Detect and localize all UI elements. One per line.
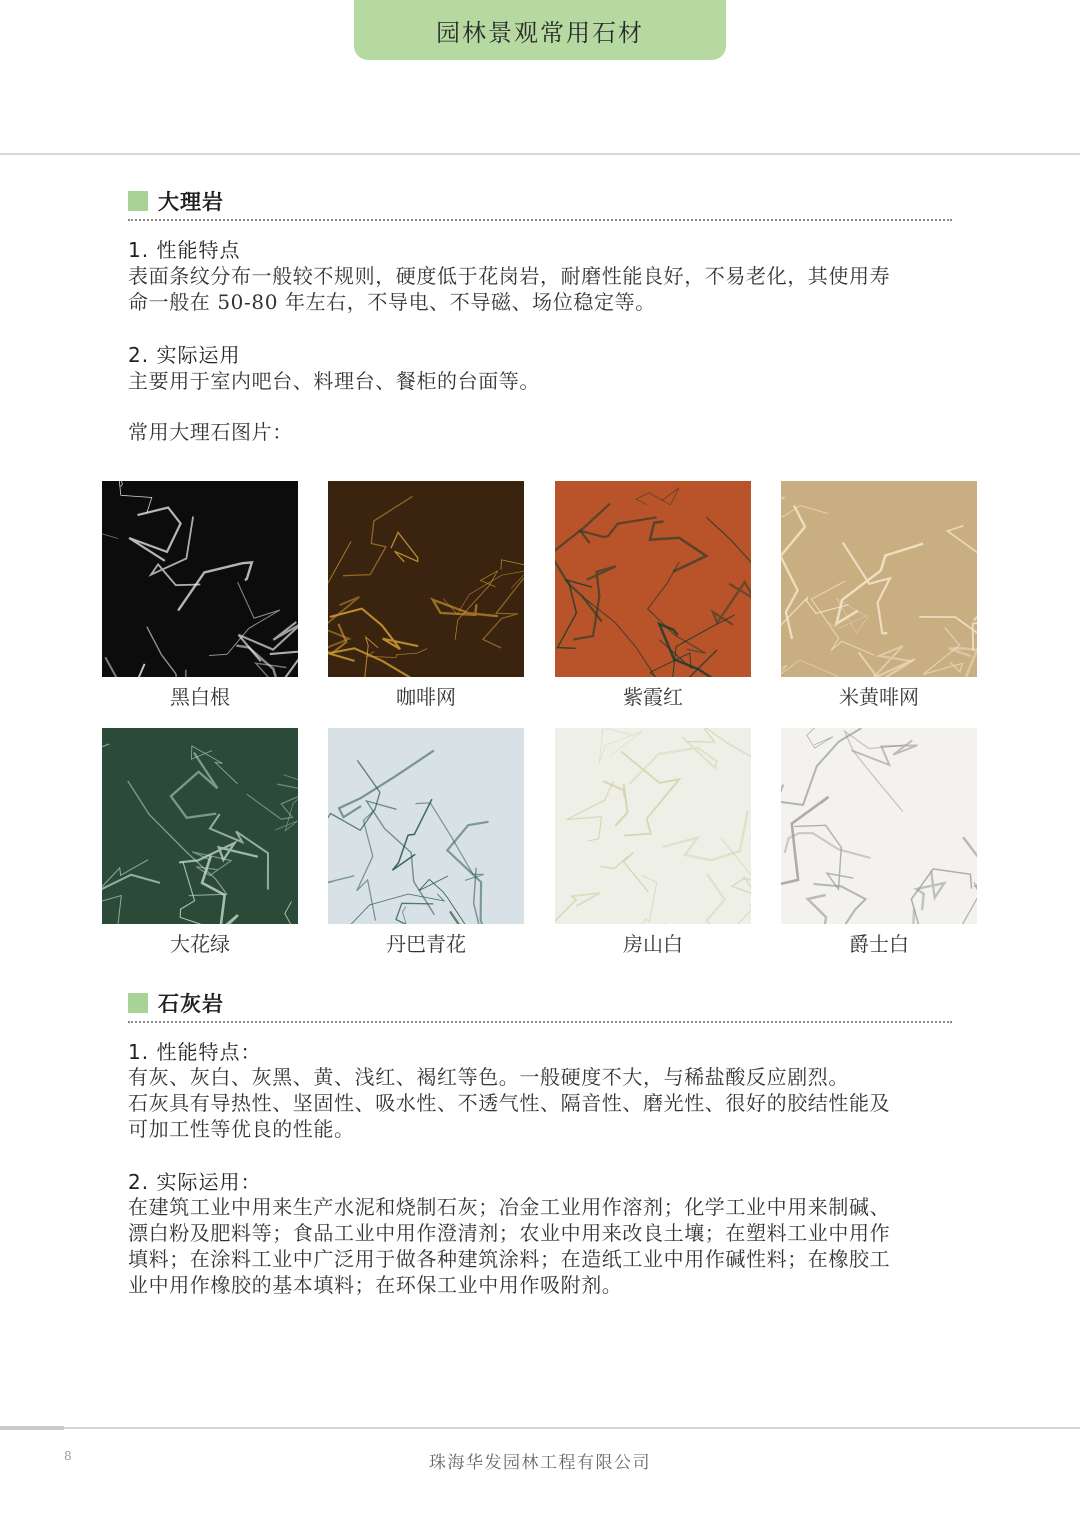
limestone-use-text xyxy=(128,1194,958,1298)
marble-perf-heading: 1. 性能特点 xyxy=(128,238,241,262)
stone-image-7 xyxy=(781,728,977,924)
stone-texture xyxy=(102,481,298,677)
limestone-use-line-3: 填料；在涂料工业中广泛用于做各种建筑涂料；在造纸工业中用作碱性料；在橡胶工 xyxy=(128,1247,891,1271)
stone-image-0 xyxy=(102,481,298,677)
limestone-use-line-4: 业中用作橡胶的基本填料；在环保工业中用作吸附剂。 xyxy=(128,1273,623,1297)
limestone-section-heading xyxy=(128,988,224,1018)
limestone-perf-heading: 1. 性能特点： xyxy=(128,1040,262,1064)
stone-caption: 黑白根 xyxy=(170,685,230,709)
marble-perf-line-1: 表面条纹分布一般较不规则，硬度低于花岗岩，耐磨性能良好，不易老化，其使用寿 xyxy=(128,264,891,288)
marble-use-heading: 2. 实际运用 xyxy=(128,343,241,367)
marble-dotted-divider xyxy=(128,219,952,221)
stone-caption: 房山白 xyxy=(623,932,683,956)
stone-texture xyxy=(781,728,977,924)
stone-image-6 xyxy=(555,728,751,924)
footer-divider-accent xyxy=(0,1426,64,1430)
stone-image-3 xyxy=(781,481,977,677)
stone-texture xyxy=(555,481,751,677)
stone-image-5 xyxy=(328,728,524,924)
stone-caption: 紫霞红 xyxy=(623,685,683,709)
marble-use-line: 主要用于室内吧台、料理台、餐柜的台面等。 xyxy=(128,369,540,393)
limestone-dotted-divider xyxy=(128,1021,952,1023)
stone-image-1 xyxy=(328,481,524,677)
section-marker-icon xyxy=(128,191,148,211)
header-tab xyxy=(354,0,726,60)
limestone-perf-text xyxy=(128,1064,958,1142)
gallery-label-text: 常用大理石图片： xyxy=(128,420,293,444)
stone-image-4 xyxy=(102,728,298,924)
company-name: 珠海华发园林工程有限公司 xyxy=(429,1453,651,1473)
stone-texture xyxy=(328,481,524,677)
section-marker-icon xyxy=(128,993,148,1013)
marble-section-heading xyxy=(128,186,224,216)
stone-texture xyxy=(328,728,524,924)
limestone-perf-line-3: 可加工性等优良的性能。 xyxy=(128,1117,355,1141)
page-header-title: 园林景观常用石材 xyxy=(436,18,644,47)
stone-caption: 米黄啡网 xyxy=(839,685,919,709)
marble-perf-line-2: 命一般在 50-80 年左右，不导电、不导磁、场位稳定等。 xyxy=(128,290,656,314)
header-divider xyxy=(0,153,1080,155)
marble-gallery-label xyxy=(128,419,958,445)
page-number: 8 xyxy=(64,1449,72,1463)
limestone-title: 石灰岩 xyxy=(158,992,224,1016)
limestone-perf-line-2: 石灰具有导热性、坚固性、吸水性、不透气性、隔音性、磨光性、很好的胶结性能及 xyxy=(128,1091,891,1115)
limestone-use-heading: 2. 实际运用： xyxy=(128,1170,262,1194)
stone-caption: 爵士白 xyxy=(849,932,909,956)
marble-title: 大理岩 xyxy=(158,190,224,214)
marble-perf-text xyxy=(128,263,958,315)
stone-texture xyxy=(102,728,298,924)
stone-caption: 丹巴青花 xyxy=(386,932,466,956)
stone-caption: 咖啡网 xyxy=(396,685,456,709)
footer-divider xyxy=(0,1427,1080,1429)
limestone-use-line-1: 在建筑工业中用来生产水泥和烧制石灰；冶金工业用作溶剂；化学工业中用来制碱、 xyxy=(128,1195,891,1219)
stone-image-2 xyxy=(555,481,751,677)
stone-texture xyxy=(781,481,977,677)
stone-texture xyxy=(555,728,751,924)
stone-caption: 大花绿 xyxy=(170,932,230,956)
limestone-perf-line-1: 有灰、灰白、灰黑、黄、浅红、褐红等色。一般硬度不大，与稀盐酸反应剧烈。 xyxy=(128,1065,849,1089)
marble-use-text xyxy=(128,368,958,394)
limestone-use-line-2: 漂白粉及肥料等；食品工业中用作澄清剂；农业中用来改良土壤；在塑料工业中用作 xyxy=(128,1221,891,1245)
